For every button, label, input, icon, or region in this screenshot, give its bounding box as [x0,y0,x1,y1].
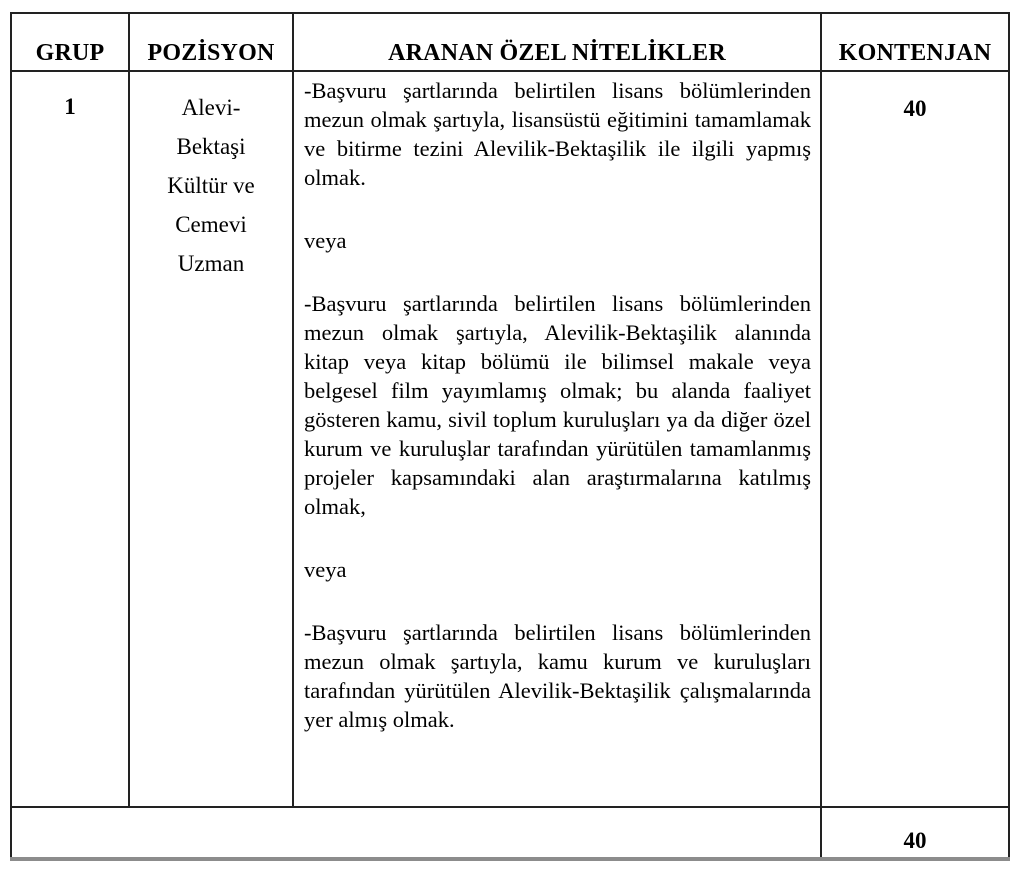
table-header-row [11,13,1009,71]
positions-table [10,12,1010,861]
header-pozisyon: POZİSYON [129,13,293,71]
kontenjan-cell: 40 [821,71,1009,807]
table-row [11,71,1009,807]
grup-cell: 1 [11,71,129,807]
header-nitelikler: ARANAN ÖZEL NİTELİKLER [293,13,821,71]
header-grup: GRUP [11,13,129,71]
requirement-paragraph: -Başvuru şartlarında belirtilen lisans bölümlerinden mezun olmak şartıyla, lisansüstü eğitimini tamamlamak ve bitirme tezini Alevilik-Bektaşilik ile ilgili yapmış olmak. [304,78,811,190]
total-row-empty-cell [11,807,821,859]
header-kontenjan: KONTENJAN [821,13,1009,71]
requirement-paragraph: -Başvuru şartlarında belirtilen lisans bölümlerinden mezun olmak şartıyla, kamu kurum ve kuruluşları tarafından yürütülen Alevilik-Bektaşilik çalışmalarında yer almış olmak. [304,620,811,732]
requirement-paragraph: -Başvuru şartlarında belirtilen lisans bölümlerinden mezun olmak şartıyla, Alevilik-Bektaşilik alanında kitap veya kitap bölümü ile bilimsel makale veya belgesel film yayımlamış olmak; bu alanda faaliyet gösteren kamu, sivil toplum kuruluşları ya da diğer özel kurum ve kuruluşlar tarafından yürütülen tamamlanmış projeler kapsamındaki alan araştırmalarına katılmış olmak, [304,291,811,519]
table-total-row [11,807,1009,859]
veya-separator: veya [304,557,347,582]
total-kontenjan-cell: 40 [821,807,1009,859]
veya-separator: veya [304,228,347,253]
pozisyon-cell [129,71,293,807]
nitelikler-cell [293,71,821,807]
pozisyon-text: Alevi-Bektaşi Kültür ve Cemevi Uzman [167,95,255,276]
